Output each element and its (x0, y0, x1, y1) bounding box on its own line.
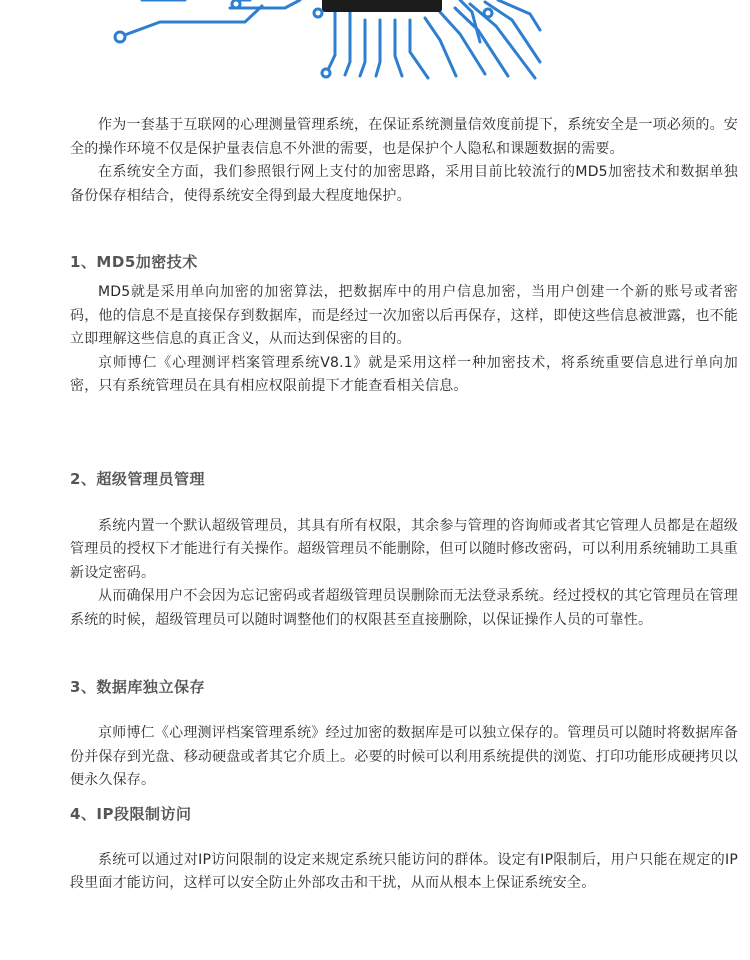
chip-icon (322, 0, 442, 12)
section-heading-md5: 1、MD5加密技术 (70, 253, 198, 271)
intro-paragraph-1: 作为一套基于互联网的心理测量管理系统，在保证系统测量信效度前提下，系统安全是一项必须的。安全的操作环境不仅是保护量表信息不外泄的需要，也是保护个人隐私和课题数据的需要。 (70, 117, 738, 157)
intro-paragraph-2: 在系统安全方面，我们参照银行网上支付的加密思路，采用目前比较流行的MD5加密技术和数据单独备份保存相结合，使得系统安全得到最大程度地保护。 (70, 164, 738, 204)
article-content (70, 114, 738, 896)
superadmin-paragraph-2: 从而确保用户不会因为忘记密码或者超级管理员误删除而无法登录系统。经过授权的其它管理员在管理系统的时候，超级管理员可以随时调整他们的权限甚至直接删除，以保证操作人员的可靠性。 (70, 588, 738, 628)
section-heading-superadmin: 2、超级管理员管理 (70, 469, 205, 488)
database-paragraph-1: 京师博仁《心理测评档案管理系统》经过加密的数据库是可以独立保存的。管理员可以随时将数据库备份并保存到光盘、移动硬盘或者其它介质上。必要的时候可以利用系统提供的浏览、打印功能形成硬拷贝以便永久保存。 (70, 725, 738, 788)
superadmin-paragraph-1: 系统内置一个默认超级管理员，其具有所有权限，其余参与管理的咨询师或者其它管理人员都是在超级管理员的授权下才能进行有关操作。超级管理员不能删除，但可以随时修改密码，可以利用系统辅助工具重新设定密码。 (70, 517, 738, 581)
circuit-chip-illustration (0, 0, 750, 82)
section-heading-database: 3、数据库独立保存 (70, 678, 205, 696)
circuit-chip-banner (0, 0, 750, 82)
md5-paragraph-2: 京师博仁《心理测评档案管理系统V8.1》就是采用这样一种加密技术，将系统重要信息进行单向加密，只有系统管理员在具有相应权限前提下才能查看相关信息。 (70, 354, 738, 394)
md5-paragraph-1: MD5就是采用单向加密的加密算法，把数据库中的用户信息加密，当用户创建一个新的账号或者密码，他的信息不是直接保存到数据库，而是经过一次加密以后再保存，这样，即使这些信息被泄露，也不能立即理解这些信息的真正含义，从而达到保密的目的。 (70, 284, 738, 347)
ip-paragraph-1: 系统可以通过对IP访问限制的设定来规定系统只能访问的群体。设定有IP限制后，用户只能在规定的IP段里面才能访问，这样可以安全防止外部攻击和干扰，从而从根本上保证系统安全。 (70, 851, 738, 891)
section-heading-ip: 4、IP段限制访问 (70, 804, 192, 823)
